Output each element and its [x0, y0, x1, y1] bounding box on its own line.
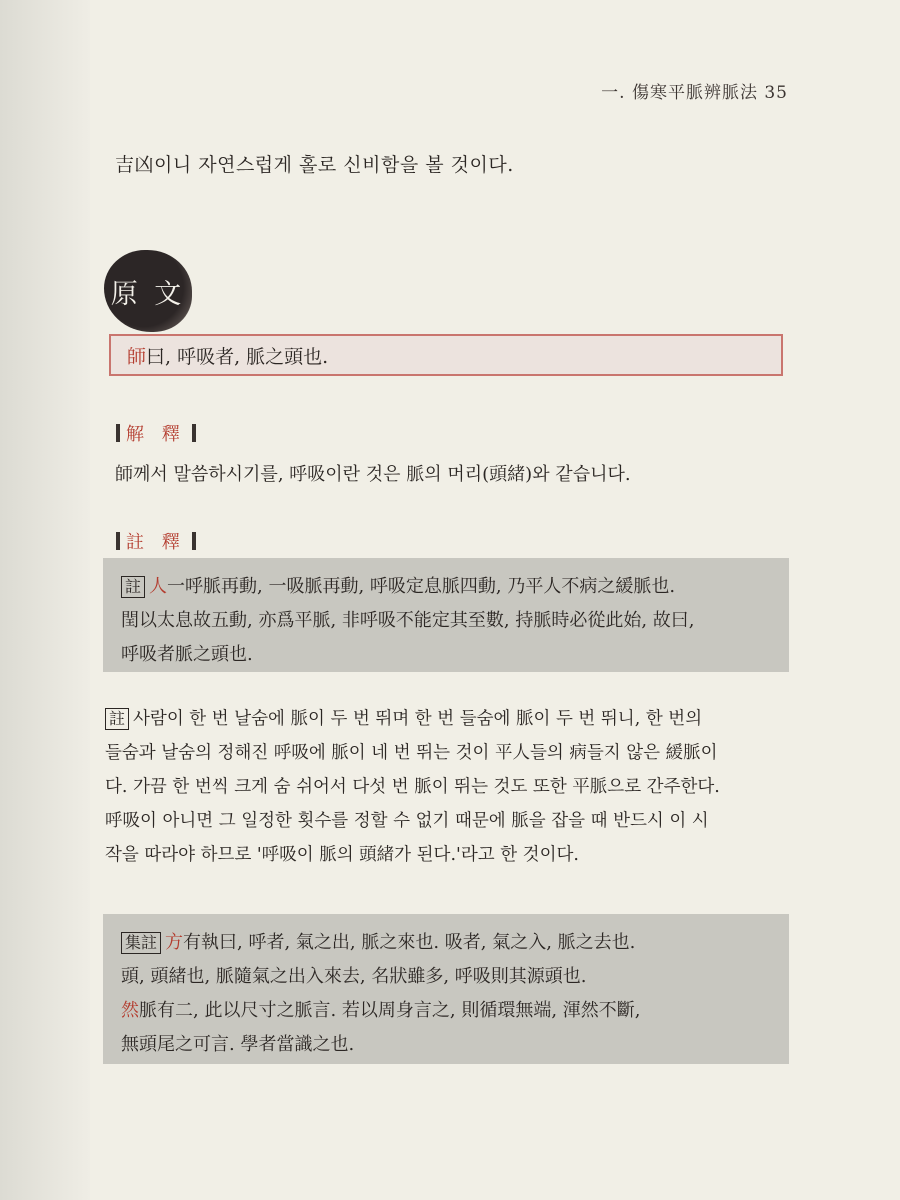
lead-char: 方 — [165, 932, 184, 953]
note2-classical-box — [103, 914, 789, 1064]
note-tag: 註 — [105, 708, 129, 730]
note-tag: 註 — [121, 576, 145, 598]
original-text: 曰, 呼吸者, 脈之頭也. — [146, 345, 329, 368]
annotation-title: 註 釋 — [126, 532, 186, 553]
heading-bar-right — [192, 424, 196, 442]
heading-bar-right — [192, 532, 196, 550]
heading-bar-left — [116, 424, 120, 442]
note1-classical-box — [103, 558, 789, 672]
note1-line-2: 閏以太息故五動, 亦爲平脈, 非呼吸不能定其至數, 持脈時必從此始, 故曰, — [121, 610, 695, 631]
explanation-heading — [110, 420, 202, 446]
note2-text-3: 脈有二, 此以尺寸之脈言. 若以周身言之, 則循環無端, 渾然不斷, — [139, 1000, 641, 1021]
collected-note-tag: 集註 — [121, 932, 161, 954]
korean-line-3: 다. 가끔 한 번씩 크게 숨 쉬어서 다섯 번 脈이 뛰는 것도 또한 平脈으로 간주한다. — [105, 777, 720, 797]
note2-line-1 — [121, 926, 771, 960]
running-head: 一. 傷寒平脈辨脈法 35 — [601, 83, 788, 103]
note2-line-2: 頭, 頭緒也, 脈隨氣之出入來去, 名狀雖多, 呼吸則其源頭也. — [121, 966, 587, 987]
page-edge-shadow — [0, 0, 90, 1200]
original-text-box — [109, 334, 783, 376]
note1-line-3: 呼吸者脈之頭也. — [121, 644, 253, 665]
intro-paragraph: 吉凶이니 자연스럽게 홀로 신비함을 볼 것이다. — [115, 154, 514, 176]
speaker-char: 師 — [127, 345, 147, 368]
lead-char: 然 — [121, 1000, 139, 1021]
explanation-paragraph: 師께서 말씀하시기를, 呼吸이란 것은 脈의 머리(頭緒)와 같습니다. — [115, 464, 631, 485]
note2-text-1: 有執曰, 呼者, 氣之出, 脈之來也. 吸者, 氣之入, 脈之去也. — [183, 932, 636, 953]
note2-line-4: 無頭尾之可言. 學者當識之也. — [121, 1034, 355, 1055]
seal-label: 原 文 — [110, 278, 186, 310]
lead-char: 人 — [149, 576, 168, 597]
korean-line-1 — [105, 702, 795, 736]
note2-line-3 — [121, 994, 771, 1028]
annotation-heading — [110, 528, 202, 554]
original-text-seal — [104, 250, 192, 332]
explanation-title: 解 釋 — [126, 424, 186, 445]
korean-text-1: 사람이 한 번 날숨에 脈이 두 번 뛰며 한 번 들숨에 脈이 두 번 뛰니, 한 번의 — [133, 709, 703, 729]
korean-line-2: 들숨과 날숨의 정해진 呼吸에 脈이 네 번 뛰는 것이 平人들의 病들지 않은 緩脈이 — [105, 743, 718, 763]
note1-text-1: 一呼脈再動, 一吸脈再動, 呼吸定息脈四動, 乃平人不病之緩脈也. — [167, 576, 676, 597]
korean-line-4: 呼吸이 아니면 그 일정한 횟수를 정할 수 없기 때문에 脈을 잡을 때 반드시 이 시 — [105, 811, 709, 831]
korean-line-5: 작을 따라야 하므로 '呼吸이 脈의 頭緒가 된다.'라고 한 것이다. — [105, 845, 579, 865]
note1-korean-paragraph — [105, 702, 795, 872]
note1-line-1 — [121, 570, 771, 604]
heading-bar-left — [116, 532, 120, 550]
